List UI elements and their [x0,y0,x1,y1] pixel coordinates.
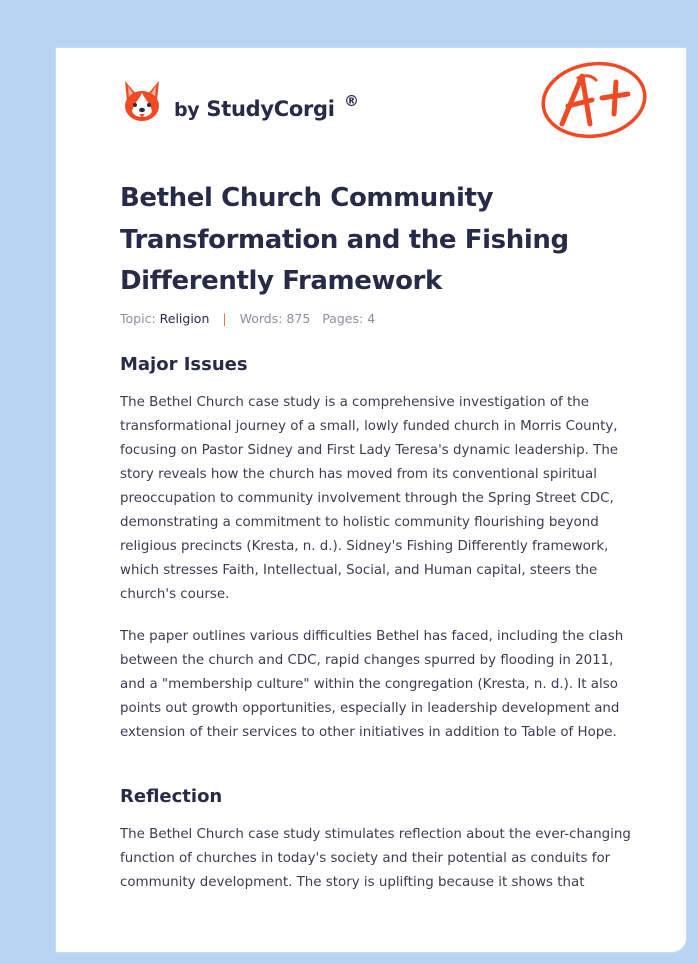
pages-label: Pages: [322,311,364,326]
words-count: 875 [286,311,311,326]
document-meta [120,311,375,326]
section-heading-reflection: Reflection [120,786,223,807]
brand-by: by [174,99,200,121]
paragraph: The paper outlines various difficulties Bethel has faced, including the clash between the church and CDC, rapid changes spurred by flooding in 2011, and a "membership culture" within the congregation (Kresta, n. d.). It also points out growth opportunities, especially in leadership development and extension of their services to other initiatives in addition to Table of Hope. [120,629,624,740]
brand-name [174,97,335,121]
section-heading-major-issues: Major Issues [120,354,248,375]
words-label: Words: [239,311,283,326]
a-plus-badge-icon [538,58,650,142]
topic-label: Topic: [120,311,156,326]
paragraph: The Bethel Church case study is a comprehensive investigation of the transformational journey of a small, lowly funded church in Morris County, focusing on Pastor Sidney and First Lady Teresa's dynamic leadership. The story reveals how the church has moved from its conventional spiritual preoccupation to community involvement through the Spring Street CDC, demonstrating a commitment to holistic community flourishing beyond religious precincts (Kresta, n. d.). Sidney's Fishing Differently framework, which stresses Faith, Intellectual, Social, and Human capital, steers the church's course. [120,395,619,602]
pages-count: 4 [367,311,376,326]
meta-separator: | [222,311,227,326]
document-title: Bethel Church Community Transformation and the Fishing Differently Framework [120,183,569,296]
registered-mark: ® [344,92,359,110]
paragraph: The Bethel Church case study stimulates reflection about the ever-changing function of churches in today's society and their potential as conduits for community development. The story is uplifting because it shows that [120,827,631,890]
document-card [56,48,686,952]
brand-logo[interactable] [122,76,335,126]
brand-title: StudyCorgi [206,97,335,121]
topic-link[interactable]: Religion [159,311,210,326]
corgi-logo-icon [122,79,162,123]
